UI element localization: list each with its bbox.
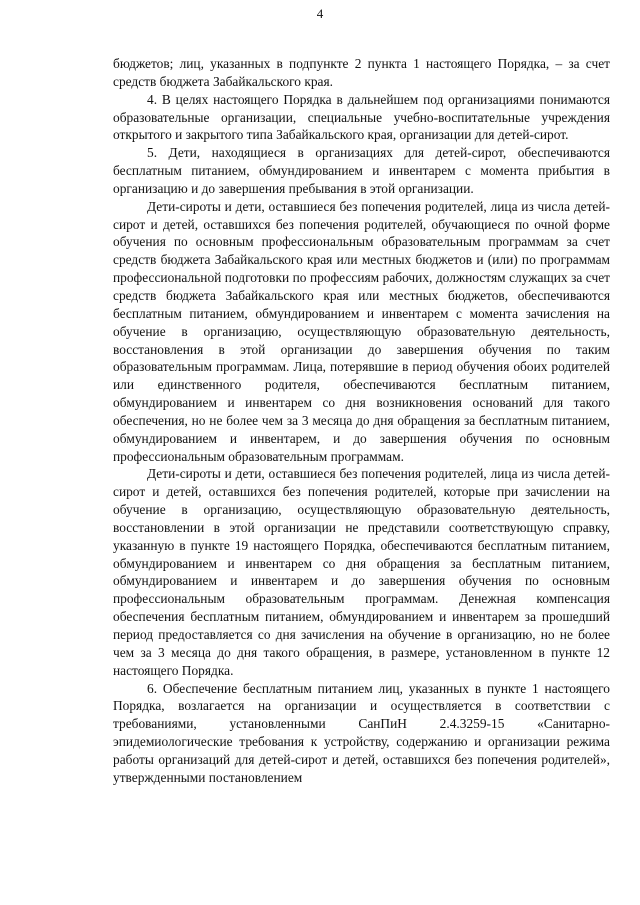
paragraph-item-5: 5. Дети, находящиеся в организациях для детей-сирот, обеспечиваются бесплатным питанием, обмундированием и инвентарем с момента прибытия в организацию и до завершения пребывания в этой организации.: [113, 145, 610, 196]
paragraph-item-6: 6. Обеспечение бесплатным питанием лиц, указанных в пункте 1 настоящего Порядка, возлагается на организации и осуществляется в соответствии с требованиями, установленными СанПиН 2.4.3259-15 «Санитарно-эпидемиологические требования к устройству, содержанию и организации режима работы организаций для детей-сирот и детей, оставшихся без попечения родителей», утвержденными постановлением: [113, 680, 610, 785]
paragraph-orphans-without-certificate: Дети-сироты и дети, оставшиеся без попечения родителей, лица из числа детей-сирот и детей, оставшихся без попечения родителей, которые при зачислении на обучение в организацию, осуществляющую образовательную деятельность, восстановлении в этой организации не представили соответствующую справку, указанную в пункте 19 настоящего Порядка, обеспечиваются бесплатным питанием, обмундированием и инвентарем со дня обращения за бесплатным питанием, обмундированием и инвентарем и до завершения обучения по основным профессиональным образовательным программам. Денежная компенсация обеспечения бесплатным питанием, обмундированием и инвентарем за прошедший период предоставляется со дня зачисления на обучение в организацию, но не более чем за 3 месяца до дня такого обращения, в размере, установленном в пункте 12 настоящего Порядка.: [113, 466, 610, 678]
paragraph-continuation: бюджетов; лиц, указанных в подпункте 2 пункта 1 настоящего Порядка, – за счет средств бюджета Забайкальского края.: [113, 56, 610, 89]
paragraph-item-4: 4. В целях настоящего Порядка в дальнейшем под организациями понимаются образовательные организации, специальные учебно-воспитательные учреждения открытого и закрытого типа Забайкальского края, организации для детей-сирот.: [113, 91, 610, 143]
document-body: [113, 55, 610, 787]
paragraph-orphans-enrollment: Дети-сироты и дети, оставшиеся без попечения родителей, лица из числа детей-сирот и детей, оставшихся без попечения родителей, обучающиеся по очной форме обучения по основным профессиональным образовательным программам за счет средств бюджета Забайкальского края или местных бюджетов и (или) по программам профессиональной подготовки по профессиям рабочих, должностям служащих за счет средств бюджета Забайкальского края или местных бюджетов, обеспечиваются бесплатным питанием, обмундированием и инвентарем с момента зачисления на обучение в организацию, осуществляющую образовательную деятельность, восстановления в этой организации до завершения обучения по таким образовательным программам. Лица, потерявшие в период обучения обоих родителей или единственного родителя, обеспечиваются бесплатным питанием, обмундированием и инвентарем со дня возникновения оснований для такого обеспечения, но не более чем за 3 месяца до дня обращения за бесплатным питанием, обмундированием и инвентарем, и до завершения обучения по основным профессиональным образовательным программам.: [113, 198, 610, 464]
page-number: 4: [316, 6, 324, 21]
